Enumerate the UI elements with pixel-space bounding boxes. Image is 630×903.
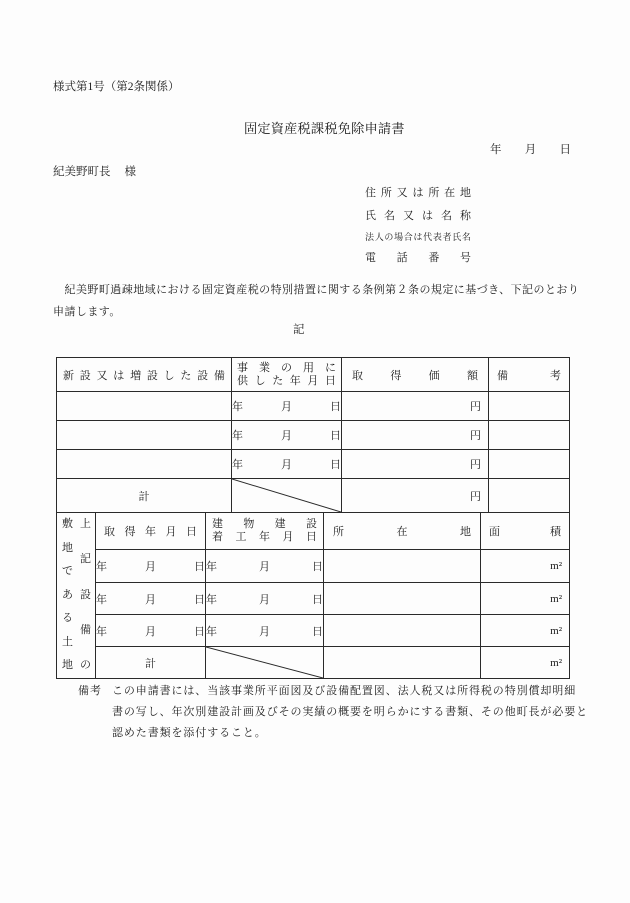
land-acq-date-cell: 年 月 日 [96, 550, 206, 583]
location-cell [324, 615, 481, 647]
diagonal-line [206, 647, 323, 678]
land-acq-date-cell: 年 月 日 [96, 615, 206, 647]
address-label: 住 所 又 は 所 在 地 [365, 187, 471, 199]
equipment-name-cell [57, 421, 232, 450]
construction-date-cell: 年 月 日 [206, 550, 324, 583]
header-service-date: 事 業 の 用 に 供 し た 年 月 日 [232, 358, 342, 392]
service-date-cell: 年 月 日 [232, 421, 342, 450]
statement-line-2: 申請します。 [53, 306, 121, 318]
area-cell: m² [481, 583, 569, 615]
addressee-honorific: 様 [124, 166, 136, 178]
diagonal-strikethrough-cell [232, 479, 342, 513]
header-equipment: 新 設 又 は 増 設 し た 設 備 [57, 358, 232, 392]
area-cell: m² [481, 615, 569, 647]
remarks-cell [489, 392, 569, 421]
land-table [57, 513, 569, 678]
price-cell: 円 [342, 392, 489, 421]
applicant-block [365, 184, 471, 272]
page-title: 固定資産税課税免除申請書 [244, 121, 405, 136]
land-total-label-cell: 計 [96, 647, 206, 678]
location-cell [324, 550, 481, 583]
form-number: 様式第1号（第2条関係） [53, 81, 180, 93]
header-construction-start-date: 建 物 建 設 着 工 年 月 日 [206, 513, 324, 550]
total-area-cell: m² [550, 656, 562, 669]
date-field: 年 月 日 [490, 144, 571, 156]
diagonal-strikethrough-cell [206, 647, 324, 678]
equipment-name-cell [57, 392, 232, 421]
header-area: 面 積 [481, 513, 569, 550]
remarks-cell [489, 479, 569, 513]
attachments-note [78, 681, 588, 744]
diagonal-line [232, 479, 341, 512]
equipment-table [57, 358, 569, 513]
addressee-line [53, 163, 136, 179]
statement-line-1: 紀美野町過疎地域における固定資産税の特別措置に関する条例第２条の規定に基づき、下記のとおり [64, 284, 580, 296]
area-cell: m² [481, 550, 569, 583]
header-location: 所 在 地 [324, 513, 481, 550]
note-label: 備考 [78, 685, 102, 697]
header-acquisition-price: 取 得 価 額 [342, 358, 489, 392]
construction-date-cell: 年 月 日 [206, 583, 324, 615]
remarks-cell [489, 421, 569, 450]
service-date-cell: 年 月 日 [232, 392, 342, 421]
total-price-cell: 円 [342, 479, 489, 513]
location-cell [324, 583, 481, 615]
application-statement [53, 279, 583, 323]
service-date-cell: 年 月 日 [232, 450, 342, 479]
total-label-cell: 計 [57, 479, 232, 513]
side-label-land: 敷 地 で あ る 土 地 上 記 設 備 の [57, 513, 96, 678]
name-label: 氏 名 又 は 名 称 [365, 210, 471, 222]
construction-date-cell: 年 月 日 [206, 615, 324, 647]
header-land-acquisition-date: 取 得 年 月 日 [96, 513, 206, 550]
application-table [56, 357, 570, 679]
representative-note: 法 人 の 場 合 は 代 表 者 氏 名 [365, 232, 471, 242]
note-text: この申請書には、当該事業所平面図及び設備配置図、法人税又は所得税の特別償却明細 書の写し、年次別建設計画及びその実績の概要を明らかにする書類、その他町長が必要と 認めた書類を添付すること。 [112, 685, 588, 739]
header-remarks: 備 考 [489, 358, 569, 392]
location-cell [324, 647, 481, 678]
kiji-heading: 記 [293, 324, 305, 336]
addressee-name: 紀美野町長 [53, 166, 111, 178]
remarks-cell [489, 450, 569, 479]
equipment-name-cell [57, 450, 232, 479]
land-acq-date-cell: 年 月 日 [96, 583, 206, 615]
price-cell: 円 [342, 421, 489, 450]
phone-label: 電 話 番 号 [365, 252, 471, 264]
price-cell: 円 [342, 450, 489, 479]
